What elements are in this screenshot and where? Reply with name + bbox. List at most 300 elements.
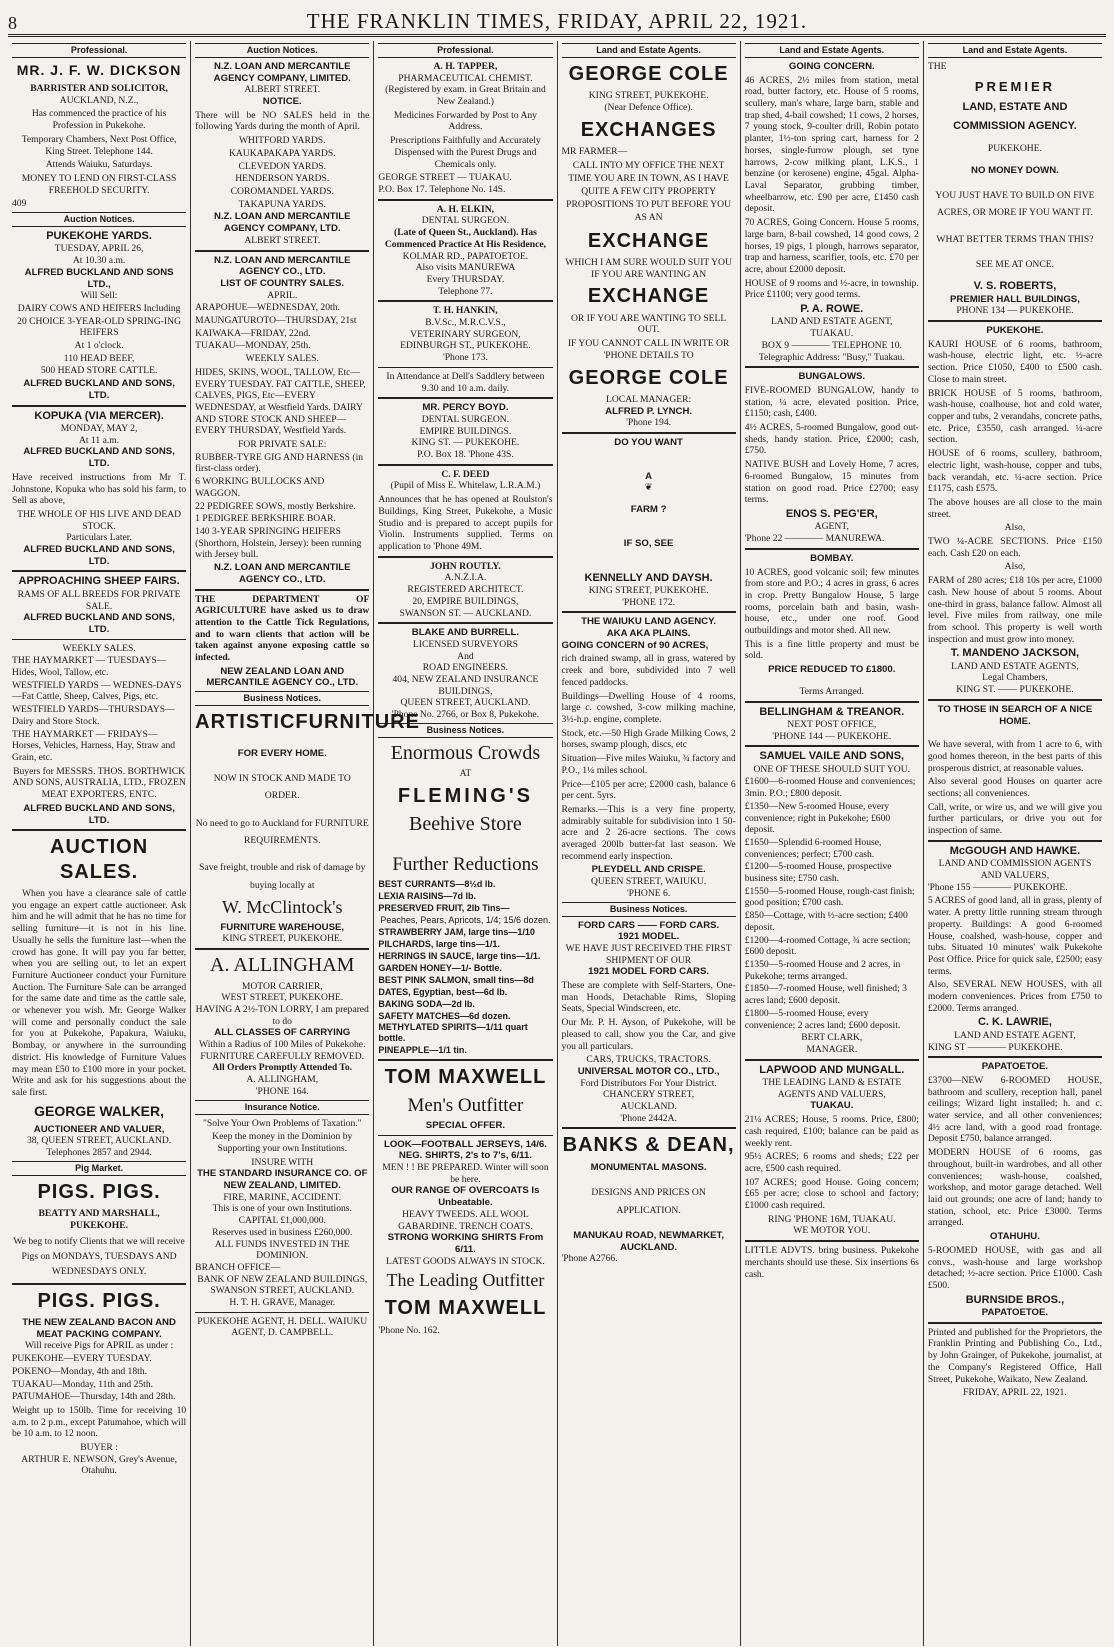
ins-bank: BANK OF NEW ZEALAND BUILDINGS,: [197, 1273, 368, 1285]
tapper-po: P.O. Box 17. Telephone No. 14S.: [378, 184, 506, 195]
lapwood-motor: WE MOTOR YOU.: [793, 1225, 871, 1237]
ford-complete: These are complete with Self-Starters, One-man Hoods, Detachable Rims, Sloping Seats, Special Windscreen, etc.: [561, 980, 736, 1015]
nice-text: We have several, with from 1 acre to 6, with good homes thereon, in the best parts of this prosperous district, at reasonable values.: [927, 739, 1103, 774]
walker-name: GEORGE WALKER,: [34, 1102, 165, 1119]
mcgough-phone: 'Phone 155 ———— PUKEKOHE.: [927, 881, 1068, 893]
hankin-name: T. H. HANKIN,: [433, 305, 498, 317]
private-item: 1 PEDIGREE BERKSHIRE BOAR.: [195, 513, 336, 525]
section-header: Professional.: [12, 43, 186, 58]
sale-item: 110 HEAD BEEF,: [63, 352, 135, 364]
vaile-one: ONE OF THESE SHOULD SUIT YOU.: [753, 763, 911, 775]
premier-build: YOU JUST HAVE TO BUILD ON FIVE ACRES, OR MORE IF YOU WANT IT.: [935, 189, 1095, 219]
papatoetoe-listing: MODERN HOUSE of 6 rooms, gas throughout, built-in wardrobes, and all other conveniences; wash-house, coalshed, workshop, and motor garage detached. Well laid out grounds; one acre of land; handy to station, school, etc. Price £3000. Terms arranged.: [927, 1147, 1103, 1229]
premier-town: PUKEKOHE.: [987, 143, 1042, 155]
will-sell: Will Sell:: [80, 290, 118, 302]
section-header: Insurance Notice.: [195, 1100, 369, 1115]
boyd-street: KING ST. — PUKEKOHE.: [411, 437, 520, 449]
section-header: Business Notices.: [378, 723, 552, 738]
routly-name: JOHN ROUTLY.: [430, 560, 501, 572]
maxwell-name2: TOM MAXWELL: [384, 1297, 547, 1320]
cole-street: KING STREET, PUKEKOHE.: [588, 90, 709, 102]
price-item: HERRINGS IN SAUCE, large tins—1/1.: [378, 950, 541, 961]
cole-which: WHICH I AM SURE WOULD SUIT YOU IF YOU ARE WANTING AN: [565, 256, 732, 280]
cole-mgr: LOCAL MANAGER:: [606, 393, 692, 405]
dickson-city: AUCKLAND, N.Z.,: [59, 94, 139, 106]
dickson-role: BARRISTER AND SOLICITOR,: [30, 83, 168, 95]
vaile-sign: BERT CLARK,: [801, 1032, 863, 1044]
hankin-quals: B.V.Sc., M.R.C.V.S.,: [425, 317, 506, 329]
ins-firm: THE STANDARD INSURANCE CO. OF NEW ZEALAND, LIMITED.: [197, 1168, 368, 1192]
deed-name: C. F. DEED: [441, 468, 490, 480]
elkin-role: DENTAL SURGEON.: [421, 215, 510, 227]
pegler-phone: 'Phone 22 ———— MANUREWA.: [744, 533, 885, 545]
cole-exchanges: EXCHANGES: [580, 118, 717, 141]
farm-line: A: [645, 470, 653, 482]
pukekohe-listing: HOUSE of 6 rooms, scullery, bathroom, electric light, wash-house, copper and tubs, back verandah, etc. ¼-acre section. Price £1175, cash £575.: [927, 448, 1103, 495]
fleming-further: Further Reductions: [392, 853, 539, 875]
waiuku-concern: GOING CONCERN of 90 ACRES,: [561, 639, 709, 651]
blake-street: QUEEN STREET, AUCKLAND.: [400, 697, 531, 709]
lawrie-street: KING ST ———— PUKEKOHE.: [927, 1041, 1063, 1053]
routly-role: REGISTERED ARCHITECT.: [407, 584, 524, 596]
lapwood-listing: 21¼ ACRES; House, 5 rooms. Price, £800; cash required, £100; balance can be paid as weekly rent.: [744, 1114, 919, 1149]
kopuka-time: At 11 a.m.: [79, 434, 120, 446]
firm-name: ALFRED BUCKLAND AND SONS, LTD.: [23, 544, 175, 567]
kopuka-text: Have received instructions from Mr T. Johnstone, Kopuka who has sold his farm, to Sell as above,: [12, 471, 187, 507]
yard-item: CLEVEDON YARDS.: [238, 160, 327, 172]
bellingham-phone: 'PHONE 144 — PUKEKOHE.: [772, 730, 892, 742]
vaile-listing: £1350—5-roomed House and 2 acres, in Pukekohe; terms arranged.: [744, 959, 901, 982]
artistic-line: FOR EVERY HOME.: [237, 748, 327, 760]
auction-sales-title: AUCTION SALES.: [50, 836, 149, 883]
pigs-text: Will receive Pigs for APRIL as under :: [24, 1340, 174, 1352]
ford-phone: 'Phone 2442A.: [620, 1112, 677, 1124]
sale-item: 500 HEAD STORE CATTLE.: [40, 365, 158, 377]
deed-text: Announces that he has opened at Roulston's Buildings, King Street, Pukekohe, a Music Studio and is prepared to accept pupils for Violin. Instruments supplied. Terms on application to 'Phone 49M.: [378, 494, 553, 552]
section-header: Professional.: [378, 43, 552, 58]
nzl-title: N.Z. LOAN AND MERCANTILE AGENCY COMPANY, LIMITED.: [213, 60, 351, 84]
bombay-text: 10 ACRES, good volcanic soil; few minutes from store and P.O.; 4 acres in grass, 6 acres in crop. Pretty Bungalow House, 5 large rooms, porcelain bath and basin, wash-house, etc., under one roof. Good outbuildings and motor shed. All new.: [744, 566, 919, 637]
ford-city: AUCKLAND.: [620, 1101, 677, 1113]
routly-bld: 20, EMPIRE BUILDINGS,: [412, 595, 519, 607]
vaile-listing: £1650—Splendid 6-roomed House, conveniences; perfect; £700 cash.: [744, 836, 882, 860]
vaile-listing: £1200—5-roomed House, prospective business site; £750 cash.: [744, 861, 892, 885]
allingham-line: FURNITURE CAREFULLY REMOVED.: [200, 1050, 365, 1062]
pigs-firm: BEATTY AND MARSHALL, PUKEKOHE.: [38, 1208, 160, 1231]
private-label: FOR PRIVATE SALE:: [238, 439, 327, 451]
maxwell-phone: 'Phone No. 162.: [378, 1324, 440, 1336]
banks-addr: MANUKAU ROAD, NEWMARKET, AUCKLAND.: [573, 1230, 725, 1253]
allingham-line: All Orders Promptly Attended To.: [212, 1062, 353, 1074]
cole-phone: 'Phone 194.: [626, 417, 672, 429]
firm-name: ALFRED BUCKLAND AND SONS LTD.,: [24, 266, 174, 290]
newspaper-title: THE FRANKLIN TIMES, FRIDAY, APRIL 22, 1921.: [306, 9, 808, 33]
pukekohe-listing: KAURI HOUSE of 6 rooms, bathroom, wash-house, electric light, etc. ½-acre section. Price £1050, £400 to £500 cash. Close to main street.: [927, 338, 1103, 385]
rowe-name: P. A. ROWE.: [800, 303, 864, 316]
bellingham-next: NEXT POST OFFICE,: [787, 718, 877, 730]
weekly-item: THE HAYMARKET — TUESDAYS—Hides, Wool, Tallow, etc.: [12, 655, 167, 679]
cole-or: OR IF YOU ARE WANTING TO SELL OUT.: [570, 312, 727, 336]
country-sale: TUAKAU—MONDAY, 25th.: [195, 340, 311, 352]
cole-exchange: EXCHANGE: [587, 285, 710, 308]
ins-reserves: Reserves used in business £260,000.: [212, 1226, 353, 1238]
boyd-role: DENTAL SURGEON.: [421, 413, 510, 425]
going-title: GOING CONCERN.: [788, 60, 875, 72]
country-sale: ARAPOHUE—WEDNESDAY, 20th.: [195, 302, 340, 314]
waiuku-buildings: Buildings—Dwelling House of 4 rooms, large c. cowshed, 3-cow milking machine, 3½-h.p. engine, complete.: [561, 690, 736, 725]
ins-quote: "Solve Your Own Problems of Taxation.": [202, 1117, 362, 1129]
burnside-name: BURNSIDE BROS.,: [965, 1293, 1065, 1306]
waiuku-phone: 'PHONE 6.: [626, 887, 671, 899]
vaile-listing: £1800—5-roomed House, every convenience; 2 acres land; £600 deposit.: [744, 1007, 901, 1031]
boyd-po: P.O. Box 18. 'Phone 43S.: [417, 449, 514, 461]
lapwood-town: TUAKAU.: [810, 1100, 854, 1112]
nzl-title: N.Z. LOAN AND MERCANTILE AGENCY COMPANY, LTD.: [213, 211, 351, 235]
ins-funds: ALL FUNDS INVESTED IN THE DOMINION.: [214, 1238, 350, 1262]
blake-name: BLAKE AND BURRELL.: [411, 627, 520, 639]
walker-phones: Telephones 2857 and 2944.: [46, 1147, 152, 1159]
section-header: Pig Market.: [12, 1161, 186, 1176]
cole-name: GEORGE COLE: [568, 62, 729, 85]
rowe-telegraphic: Telegraphic Address: "Busy," Tuakau.: [758, 351, 905, 363]
banks-role: MONUMENTAL MASONS.: [590, 1161, 707, 1173]
price-item: Peaches, Pears, Apricots, 1/4; 15/6 dozen.: [380, 914, 551, 925]
jackson-name: T. MANDENO JACKSON,: [950, 647, 1080, 660]
maxwell-line: MEN ! ! BE PREPARED. Winter will soon be here.: [382, 1162, 549, 1185]
fleming-at: AT: [459, 768, 472, 780]
pukekohe-listing: TWO ¼-ACRE SECTIONS. Price £150 each. Cash £20 on each.: [927, 536, 1103, 559]
dickson-name: MR. J. F. W. DICKSON: [16, 61, 182, 78]
price-item: LEXIA RAISINS—7d lb.: [378, 890, 477, 901]
pigs-weight: Weight up to 150lb. Time for receiving 10 a.m. to 2 p.m., except Patumahoe, which will be 10 a.m. to 12 noon.: [12, 1404, 187, 1440]
masthead: [8, 6, 1106, 37]
banks-designs: DESIGNS AND PRICES ON APPLICATION.: [591, 1186, 706, 1216]
vaile-listing: £1350—New 5-roomed House, every convenience; right in Pukekohe; £600 deposit.: [744, 800, 891, 836]
pukekohe-yards-time: At 10.30 a.m.: [72, 255, 126, 267]
premier-title: LAND, ESTATE AND: [962, 100, 1068, 113]
kopuka-later: Particulars Later.: [66, 532, 132, 544]
price-item: STRAWBERRY JAM, large tins—1/10: [378, 926, 535, 937]
nice-title: TO THOSE IN SEARCH OF A NICE HOME.: [937, 703, 1093, 727]
column-6: [924, 41, 1106, 1646]
imprint-date: FRIDAY, APRIL 22, 1921.: [963, 1387, 1067, 1399]
pegler-name: ENOS S. PEG'ER,: [785, 507, 878, 520]
price-item: PRESERVED FRUIT, 2lb Tins—: [378, 902, 510, 913]
kopuka-date: MONDAY, MAY 2,: [60, 423, 138, 434]
going-listing: 46 ACRES, 2½ miles from station, metal road, butter factory, etc. House of 5 rooms, scullery, man's whare, large barn, stable and trap shed, 4-bail cowshed; 11 cows, 2 horses, 7 young stock, 9-coulter drill, Robin potato planter, 1½-ton spring cart, harness for 2 horses, single-furrow plough, set tyne harrows, 2-cow milking plant, L.K.S., 1 benzine (or kerosene) engine, 45gal. Alpha-Laval Separator, grubbing timber, wheelbarrow, etc. £90 per acre, £1450 cash deposit.: [744, 74, 919, 215]
nzl-street: ALBERT STREET.: [244, 234, 321, 246]
ins-types: FIRE, MARINE, ACCIDENT.: [223, 1191, 342, 1203]
section-header: Land and Estate Agents.: [562, 43, 736, 58]
waiuku-price: Price—£105 per acre; £2000 cash, balance 6 per cent. 5yrs.: [561, 778, 736, 802]
maxwell-line: LOOK—FOOTBALL JERSEYS, 14/6.: [383, 1138, 547, 1150]
weekly-title: WEEKLY SALES.: [62, 642, 136, 654]
ford-dist: Ford Distributors For Your District.: [580, 1077, 717, 1089]
lapwood-ring: RING 'PHONE 16M, TUAKAU.: [767, 1213, 896, 1225]
going-listing: 70 ACRES, Going Concern. House 5 rooms, large barn, 8-bail cowshed, 14 good cows, 2 horses, 19 pigs, 1 plough, harrows separator, trap and harness, scarifier, tools, etc. £70 per acre, about £2000 deposit.: [744, 217, 919, 275]
page-number: 8: [8, 13, 17, 33]
yards-list: [195, 135, 369, 210]
cole-near: (Near Defence Office).: [604, 102, 693, 114]
ins-capital: CAPITAL £1,000,000.: [238, 1215, 326, 1227]
rowe-town: TUAKAU.: [810, 328, 854, 340]
waiuku-situation: Situation—Five miles Waiuku, ¾ factory and P.O., 1¼ miles school.: [561, 753, 736, 776]
ford-street: CHANCERY STREET,: [603, 1089, 695, 1101]
elkin-name: A. H. ELKIN,: [436, 203, 495, 215]
walker-role: AUCTIONEER AND VALUER,: [33, 1123, 165, 1135]
private-item: 6 WORKING BULLOCKS AND WAGGON.: [195, 476, 325, 499]
price-item: BEST CURRANTS—8½d lb.: [378, 878, 496, 889]
waiuku-desc: rich drained swamp, all in grass, watered by creek and bore, subdivided into 7 well fenced paddocks.: [561, 653, 736, 688]
allingham-line: HAVING A 2½-TON LORRY, I am prepared to do: [195, 1003, 369, 1027]
bombay-title: BOMBAY.: [810, 552, 854, 564]
papatoetoe-listing: £3700—NEW 6-ROOMED HOUSE, bathroom and scullery, reception hall, panel ceilings; Wizard light installed; h. and c. water service, and all other conveniences; 4½ acre land, with a good road frontage. Deposit £750, balance arranged.: [927, 1074, 1103, 1145]
ford-cars: CARS, TRUCKS, TRACTORS.: [586, 1054, 711, 1066]
allingham-phone: 'PHONE 164.: [255, 1085, 309, 1097]
routly-quals: A.N.Z.I.A.: [444, 572, 487, 584]
pigs-title: PIGS. PIGS.: [37, 1180, 161, 1203]
waiuku-title: THE WAIUKU LAND AGENCY.: [581, 616, 717, 628]
otahuhu-title: OTAHUHU.: [989, 1231, 1040, 1243]
maxwell-special: SPECIAL OFFER.: [425, 1119, 506, 1131]
vaile-listings: [745, 776, 919, 1031]
allingham-role: MOTOR CARRIER,: [241, 980, 323, 992]
mcclintock-name: W. McClintock's: [221, 896, 343, 917]
ford-title: FORD CARS —— FORD CARS.: [577, 919, 720, 931]
section-header: Land and Estate Agents.: [928, 43, 1102, 58]
firm-name: ALFRED BUCKLAND AND SONS, LTD.: [23, 446, 175, 470]
mcgough-name: McGOUGH AND HAWKE.: [949, 844, 1081, 857]
going-listing: HOUSE of 9 rooms and ½-acre, in township. Price £1100; very good terms.: [744, 277, 919, 301]
dickson-money: MONEY TO LEND ON FIRST-CLASS FREEHOLD SECURITY.: [21, 172, 177, 196]
hankin-addr: EDINBURGH ST., PUKEKOHE.: [400, 340, 531, 352]
rowe-box: BOX 9 ———— TELEPHONE 10.: [761, 339, 902, 351]
pigs-title: PIGS. PIGS.: [37, 1289, 161, 1312]
bungalow-listing: 4½ ACRES, 5-roomed Bungalow, good out-sheds, handy station. Price, £2000; cash, £750.: [744, 422, 919, 457]
ins-mgr: H. T. H. GRAVE, Manager.: [229, 1297, 336, 1309]
ad-ref: 409: [12, 198, 27, 210]
jackson-legal: Legal Chambers,: [982, 672, 1048, 684]
firm-name: ALFRED BUCKLAND AND SONS, LTD.: [23, 378, 175, 401]
routly-street: SWANSON ST. — AUCKLAND.: [399, 607, 532, 619]
maxwell-name: TOM MAXWELL: [384, 1066, 547, 1089]
ins-text: Keep the money in the Dominion by Supporting your own Institutions.: [212, 1131, 353, 1154]
sale-item: 20 CHOICE 3-YEAR-OLD SPRING-ING HEIFERS: [17, 315, 182, 339]
waiuku-stock: Stock, etc.—50 High Grade Milking Cows, 2 horses, swamp plough, discs, etc: [561, 727, 736, 751]
price-item: BAKING SODA—2d lb.: [378, 998, 475, 1009]
lawrie-role: LAND AND ESTATE AGENT,: [954, 1029, 1076, 1041]
maxwell-line: HEAVY TWEEDS. ALL WOOL GABARDINE. TRENCH COATS.: [398, 1208, 533, 1232]
farm-line: FARM ?: [630, 504, 667, 516]
pukekohe-also: Also,: [1004, 561, 1026, 573]
agri-text: THE DEPARTMENT OF AGRICULTURE have asked us to draw attention to the Cattle Tick Regulations, and to warn clients that action will be taken against anyone exposing cattle so infected.: [195, 593, 370, 664]
farm-line: IF SO, SEE: [623, 537, 674, 549]
section-header: Business Notices.: [562, 902, 736, 917]
premier-title: PREMIER: [974, 78, 1056, 94]
allingham-name: A. ALLINGHAM: [210, 954, 355, 977]
price-item: DATES, Egyptian, best—6d lb.: [378, 986, 508, 997]
bombay-terms: Terms Arranged.: [799, 685, 864, 697]
kopuka-title: KOPUKA (VIA MERCER).: [34, 409, 164, 422]
ford-firm: UNIVERSAL MOTOR CO., LTD.,: [577, 1065, 720, 1077]
pukekohe-yards-title: PUKEKOHE YARDS.: [46, 230, 152, 243]
blake-role: LICENSED SURVEYORS: [412, 638, 518, 650]
country-sales: [195, 302, 369, 352]
tapper-line: Medicines Forwarded by Post to Any Address.: [393, 109, 537, 133]
nice-text: Call, write, or wire us, and we will give you further particulars, or drive you out for inspection of same.: [927, 801, 1103, 837]
cole-mgr-name: ALFRED P. LYNCH.: [605, 405, 693, 417]
private-item: RUBBER-TYRE GIG AND HARNESS (in first-class order).: [195, 451, 364, 475]
jackson-role: LAND AND ESTATE AGENTS,: [951, 660, 1079, 672]
nzl-sub: LIST OF COUNTRY SALES.: [220, 277, 345, 289]
fleming-store: Beehive Store: [409, 813, 522, 836]
pigs-schedule-item: TUAKAU—Monday, 11th and 25th.: [12, 1378, 154, 1390]
price-item: BEST PINK SALMON, small tins—8d: [378, 974, 534, 985]
mcclintock-street: KING STREET, PUKEKOHE.: [222, 933, 343, 945]
column-1: [8, 41, 191, 1646]
private-items: [195, 452, 369, 561]
lapwood-name: LAPWOOD AND MUNGALL.: [759, 1063, 905, 1076]
premier-title: COMMISSION AGENCY.: [953, 119, 1077, 132]
pukekohe-also: Also,: [1004, 522, 1026, 534]
vaile-listing: £1850—7-roomed House, well finished; 3 acres land; £600 deposit.: [744, 983, 907, 1007]
vaile-listing: £1200—4-roomed Cottage, ¾ acre section; £600 deposit.: [744, 934, 911, 958]
bombay-note: This is a fine little property and must be sold.: [744, 638, 919, 662]
buyer-label: BUYER :: [80, 1442, 118, 1454]
premier-name: V. S. ROBERTS,: [973, 280, 1057, 293]
column-3: [374, 41, 557, 1646]
premier-see: SEE ME AT ONCE.: [975, 258, 1055, 270]
maxwell-line: NEG. SHIRTS, 2's to 7's, 6/11.: [398, 1150, 532, 1162]
premier-the: THE: [927, 60, 947, 72]
bellingham-name: BELLINGHAM & TREANOR.: [759, 705, 905, 718]
banks-name: BANKS & DEAN,: [562, 1134, 735, 1157]
bungalows-title: BUNGALOWS.: [798, 371, 866, 383]
sale-item: At 1 o'clock.: [74, 340, 124, 352]
vaile-name: SAMUEL VAILE AND SONS,: [759, 750, 905, 763]
section-header: Auction Notices.: [12, 212, 186, 227]
allingham-line: ALL CLASSES OF CARRYING: [214, 1027, 351, 1039]
blake-role2: ROAD ENGINEERS.: [422, 662, 509, 674]
papatoetoe-listing: 5-ROOMED HOUSE, with gas and all convs., wash-house and large workshop detached; ½-acre section. Price £1000. Cash £500.: [927, 1244, 1103, 1291]
premier-terms: WHAT BETTER TERMS THAN THIS?: [936, 234, 1094, 246]
sale-item: DAIRY COWS AND HEIFERS Including: [17, 302, 181, 314]
price-item: SAFETY MATCHES—6d dozen.: [378, 1010, 511, 1021]
nzl-notice: NOTICE.: [262, 96, 302, 108]
maxwell-line: OUR RANGE OF OVERCOATS Is Unbeatable.: [391, 1185, 540, 1209]
jackson-street: KING ST. —— PUKEKOHE.: [956, 684, 1074, 696]
vaile-mgr: MANAGER.: [806, 1043, 858, 1055]
vaile-listing: £1550—5-roomed House, rough-cast finish; good position; £700 cash.: [744, 885, 915, 909]
pukekohe-listing: BRICK HOUSE of 5 rooms, bathroom, wash-house, coalhouse, hot and cold water, copper and tubs, 2 verandahs, concrete paths, etc. Price, £3550, cash arranged. ¼-acre section.: [927, 387, 1103, 446]
ins-addr: SWANSON STREET, AUCKLAND.: [210, 1285, 355, 1297]
pukekohe-listing: FARM of 280 acres; £18 10s per acre, £1000 cash. New house of about 5 rooms. About one-third in grass, balance fallow. Almost all level. Five miles from railway, one mile from school. This property is well worth inspection and must grow into money.: [927, 575, 1103, 645]
section-header: Auction Notices.: [195, 43, 369, 58]
tapper-reg: (Registered by exam. in Great Britain and New Zealand.): [385, 84, 546, 108]
little-advts: LITTLE ADVTS. bring business. Pukekohe merchants should use these. Six insertions 6s cash.: [744, 1245, 919, 1280]
imprint-text: Printed and published for the Proprietors, the Franklin Printing and Publishing Co., Ltd., by John Grainger, of Pukekohe, journalist, at the Company's Registered Office, Hall Street, Pukekohe, Waikato, New Zealand.: [927, 1326, 1103, 1385]
weekly-item: WESTFIELD YARDS—THURSDAYS—Dairy and Store Stock.: [12, 704, 175, 727]
sheep-title: APPROACHING SHEEP FAIRS.: [18, 575, 180, 588]
nzl-street: ALBERT STREET.: [244, 84, 321, 96]
waiuku-remarks: Remarks.—This is a very fine property, admirably suitable for subdivision into 1 50-acre and 2 26-acre sections. The cows averaged 200lb butter-fat last season. We recommend early inspection.: [561, 803, 736, 862]
blake-and: And: [457, 650, 474, 662]
artistic-title: ARTISTICFURNITURE: [195, 711, 420, 734]
pukekohe-yards-date: TUESDAY, APRIL 26,: [54, 243, 144, 255]
ford-model2: 1921 MODEL FORD CARS.: [588, 966, 710, 978]
allingham-street: WEST STREET, PUKEKOHE.: [221, 992, 344, 1004]
kopuka-stock: THE WHOLE OF HIS LIVE AND DEAD STOCK.: [17, 508, 182, 532]
hankin-phone: 'Phone 173.: [442, 352, 488, 364]
bombay-reduced: PRICE REDUCED TO £1800.: [768, 664, 896, 676]
pigs-schedule-item: PUKEKOHE—EVERY TUESDAY.: [12, 1353, 152, 1365]
elkin-addr: KOLMAR RD., PAPATOETOE.: [402, 250, 529, 262]
private-item: 140 3-YEAR SPRINGING HEIFERS (Shorthorn, Holstein, Jersey): been running with Jersey bull.: [195, 525, 362, 561]
tapper-name: A. H. TAPPER,: [433, 60, 498, 72]
burnside-town: PAPATOETOE.: [981, 1307, 1049, 1319]
ins-branch: BRANCH OFFICE—: [195, 1261, 281, 1273]
price-item: GARDEN HONEY—1/- Bottle.: [378, 962, 502, 973]
price-item: PILCHARDS, large tins—1/1.: [378, 938, 500, 949]
vaile-listing: £1600—6-roomed House and conveniences; 3min. P.O.; £800 deposit.: [744, 776, 916, 800]
fleming-items: [378, 879, 552, 1057]
private-item: 22 PEDIGREE SOWS, mostly Berkshire.: [195, 500, 356, 512]
waiuku-aka: AKA AKA PLAINS.: [606, 628, 691, 640]
elkin-tel: Telephone 77.: [438, 285, 493, 297]
sale-items: [12, 303, 186, 377]
allingham-sign: A. ALLINGHAM,: [246, 1074, 319, 1086]
pigs-schedule-item: PATUMAHOE—Thursday, 14th and 28th.: [12, 1391, 176, 1403]
deed-pupil: (Pupil of Miss E. Whitelaw, L.R.A.M.): [390, 480, 541, 492]
dickson-waiuku: Attends Waiuku, Saturdays.: [45, 159, 153, 171]
price-item: PINEAPPLE—1/1 tin.: [378, 1045, 467, 1056]
nzl-title: N.Z. LOAN AND MERCANTILE AGENCY CO., LTD.: [213, 254, 351, 278]
premier-bld: PREMIER HALL BUILDINGS,: [950, 293, 1080, 305]
agri-firm: NEW ZEALAND LOAN AND MERCANTILE AGENCY CO., LTD.: [206, 665, 359, 689]
fleming-name: FLEMING'S: [397, 784, 533, 807]
mcclintock-sub: FURNITURE WAREHOUSE,: [220, 921, 345, 933]
boyd-bld: EMPIRE BUILDINGS.: [419, 425, 512, 437]
cole-exchange: EXCHANGE: [587, 229, 710, 252]
dickson-text: Has commenced the practice of his Profession in Pukekohe.: [31, 108, 167, 132]
country-sale: MAUNGATUROTO—THURSDAY, 21st: [195, 315, 357, 327]
buyers-text: Buyers for MESSRS. THOS. BORTHWICK AND SONS, AUSTRALIA, LTD., FROZEN MEAT EXPORTERS, ENTC.: [12, 765, 186, 801]
tapper-role: PHARMACEUTICAL CHEMIST.: [398, 72, 533, 84]
hankin-attend: In Attendance at Dell's Saddlery between 9.30 and 10 a.m. daily.: [386, 370, 545, 394]
ins-inst: This is one of your own Institutions.: [212, 1203, 352, 1215]
papatoetoe-title: PAPATOETOE.: [981, 1061, 1049, 1073]
maxwell-leading: The Leading Outfitter: [386, 1270, 545, 1291]
ins-insure: INSURE WITH: [251, 1156, 314, 1168]
pigs-schedule: [12, 1353, 186, 1403]
column-4: [558, 41, 741, 1646]
blake-addr: 404, NEW ZEALAND INSURANCE BUILDINGS,: [392, 674, 539, 697]
ford-text: WE HAVE JUST RECEIVED THE FIRST SHIPMENT OF OUR: [565, 942, 732, 966]
walker-address: 38, QUEEN STREET, AUCKLAND.: [26, 1135, 172, 1147]
banks-phone: 'Phone A2766.: [561, 1253, 618, 1265]
pigs-schedule-item: POKENO—Monday, 4th and 18th.: [12, 1365, 148, 1377]
bungalow-listing: FIVE-ROOMED BUNGALOW, handy to station, ¼ acre, elevated position. Price, £1150; cash, £400.: [744, 384, 919, 420]
lawrie-name: C. K. LAWRIE,: [977, 1016, 1052, 1029]
artistic-line: NOW IN STOCK AND MADE TO ORDER.: [213, 773, 351, 802]
tapper-line: Prescriptions Faithfully and Accurately Dispensed with the Purest Drugs and Chemicals only.: [390, 135, 541, 170]
weekly-list: [12, 655, 186, 763]
allingham-line: Within a Radius of 100 Miles of Pukekohe.: [199, 1039, 366, 1051]
pegler-role: AGENT,: [814, 521, 849, 533]
vaile-listing: £850—Cottage, with ½-acre section; £400 deposit.: [744, 910, 908, 933]
elkin-visits: Also visits MANUREWA: [415, 262, 516, 274]
bungalow-listing: NATIVE BUSH and Lovely Home, 7 acres, 6-roomed Bungalow, 15 minutes from station on good road. Price £2700; easy terms.: [744, 459, 919, 506]
